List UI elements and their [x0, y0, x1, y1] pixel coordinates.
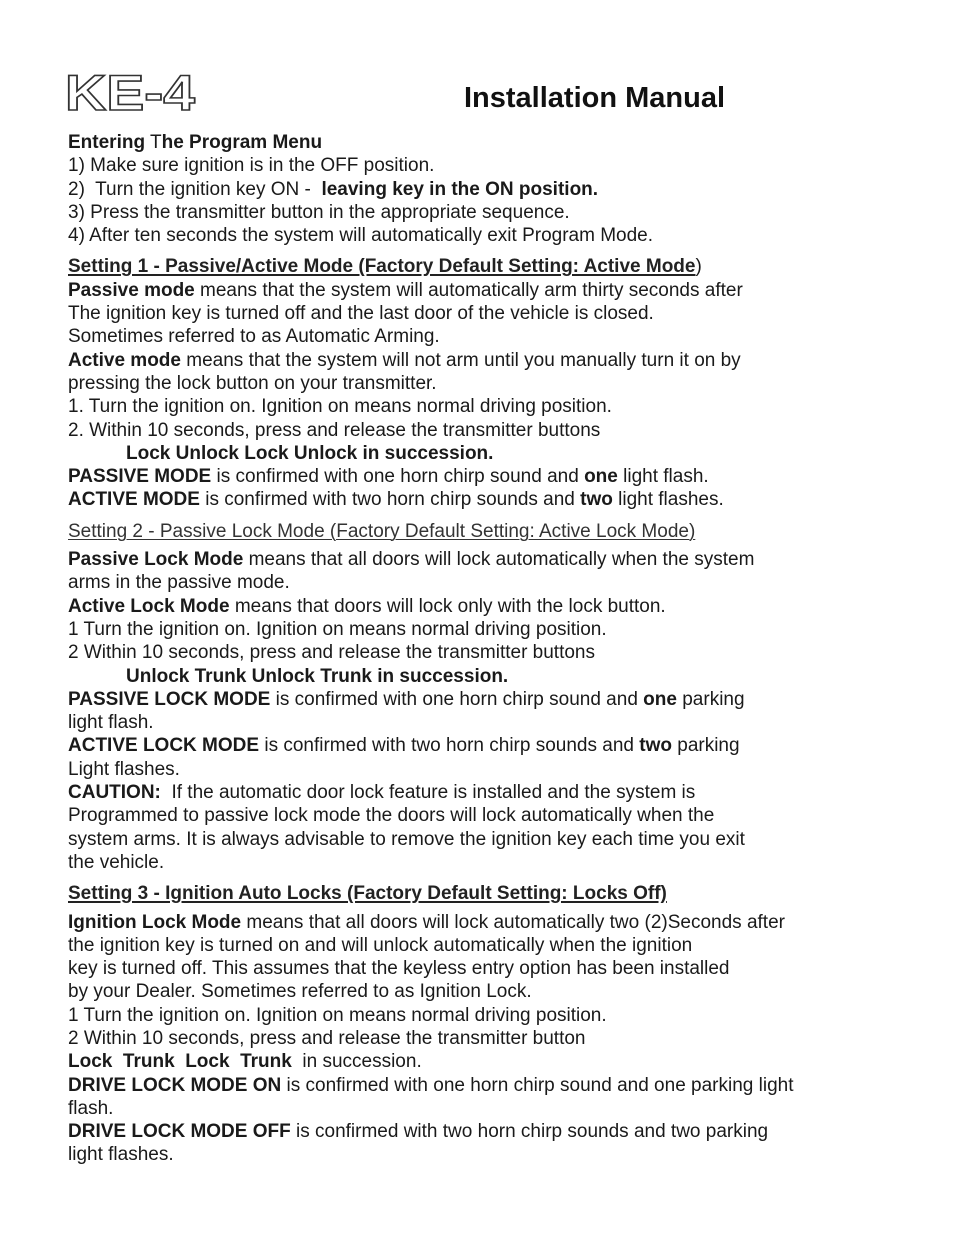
emphasis: two: [639, 735, 672, 757]
setting2-text-line: light flash.: [68, 712, 154, 734]
term: Ignition Lock Mode: [68, 911, 242, 933]
term: PASSIVE MODE: [68, 466, 212, 488]
heading-word: Entering: [68, 132, 146, 153]
term: Active Lock Mode: [68, 595, 230, 617]
setting1-sequence: Lock Unlock Lock Unlock in succession.: [126, 442, 494, 464]
setting1-passive-confirm: [68, 465, 888, 488]
emphasis: two: [580, 489, 613, 511]
text: means that the system will not arm until you manually turn it on by: [180, 349, 741, 371]
setting3-heading: [68, 882, 888, 905]
text: light flashes.: [612, 489, 724, 511]
setting1-heading-text: Setting 1 - Passive/Active Mode (Factory Default Setting: Active Mode: [68, 256, 696, 278]
setting1-active-confirm: [68, 488, 888, 511]
term: Passive Lock Mode: [68, 549, 244, 571]
setting2-active-line: [68, 595, 888, 618]
setting2-heading: [68, 520, 888, 543]
text: light flash.: [617, 466, 709, 488]
setting1-text-line: The ignition key is turned off and the last door of the vehicle is closed.: [68, 303, 654, 325]
setting2-active-confirm: [68, 734, 888, 757]
term: ACTIVE MODE: [68, 489, 200, 511]
setting1-passive-line: [68, 279, 888, 302]
setting1-text-line: pressing the lock button on your transmitter.: [68, 372, 437, 394]
drive-lock-off: [68, 1120, 888, 1143]
setting3-step-1: 1 Turn the ignition on. Ignition on means normal driving position.: [68, 1004, 607, 1026]
heading-letter: T: [150, 132, 162, 153]
setting3-step-2: 2 Within 10 seconds, press and release the transmitter button: [68, 1027, 586, 1049]
setting3-text-line: key is turned off. This assumes that the keyless entry option has been installed: [68, 958, 730, 980]
caution-text-line: system arms. It is always advisable to remove the ignition key each time you exit: [68, 828, 745, 850]
term: Active mode: [68, 349, 181, 371]
setting2-step-2: 2 Within 10 seconds, press and release the transmitter buttons: [68, 642, 595, 664]
text: is confirmed with one horn chirp sound and: [270, 688, 644, 710]
term: ACTIVE LOCK MODE: [68, 735, 260, 757]
text: If the automatic door lock feature is installed and the system is: [160, 782, 696, 804]
emphasis: one: [584, 466, 618, 488]
term: DRIVE LOCK MODE OFF: [68, 1121, 291, 1143]
sequence: Lock Trunk Lock Trunk: [68, 1051, 292, 1073]
setting3-sequence: [68, 1050, 888, 1073]
program-step-4: 4) After ten seconds the system will automatically exit Program Mode.: [68, 225, 654, 247]
setting3-text-line: by your Dealer. Sometimes referred to as Ignition Lock.: [68, 981, 532, 1003]
logo-text: KE-4: [65, 66, 196, 114]
text: in succession.: [291, 1051, 422, 1073]
setting1-text-line: Sometimes referred to as Automatic Arming.: [68, 326, 440, 348]
setting1-heading: [68, 255, 888, 278]
program-step-1: 1) Make sure ignition is in the OFF position.: [68, 155, 435, 177]
setting2-sequence: Unlock Trunk Unlock Trunk in succession.: [126, 665, 509, 687]
text: means that all doors will lock automatically when the system: [243, 549, 755, 571]
term: DRIVE LOCK MODE ON: [68, 1074, 282, 1096]
setting1-heading-close: ): [695, 256, 702, 278]
setting3-lock-line: [68, 911, 888, 934]
manual-content: [68, 131, 888, 1167]
emphasis: one: [643, 688, 677, 710]
program-step-2: [68, 178, 888, 201]
term: Passive mode: [68, 279, 195, 301]
text: is confirmed with one horn chirp sound and one parking light: [281, 1074, 794, 1096]
setting3-text-line: flash.: [68, 1097, 114, 1119]
program-step-3: 3) Press the transmitter button in the appropriate sequence.: [68, 201, 570, 223]
text: is confirmed with one horn chirp sound and: [211, 466, 585, 488]
text: parking: [676, 688, 745, 710]
caution-line: [68, 781, 888, 804]
setting2-text-line: arms in the passive mode.: [68, 572, 290, 594]
setting1-step-1: 1. Turn the ignition on. Ignition on means normal driving position.: [68, 396, 612, 418]
drive-lock-on: [68, 1074, 888, 1097]
text: means that doors will lock only with the lock button.: [229, 595, 666, 617]
setting2-text-line: Light flashes.: [68, 758, 180, 780]
setting1-step-2: 2. Within 10 seconds, press and release the transmitter buttons: [68, 419, 601, 441]
setting1-active-line: [68, 349, 888, 372]
text: parking: [671, 735, 740, 757]
program-menu-heading: [68, 131, 888, 154]
text: is confirmed with two horn chirp sounds and: [199, 489, 581, 511]
setting3-text-line: the ignition key is turned on and will unlock automatically when the ignition: [68, 934, 693, 956]
caution-text-line: Programmed to passive lock mode the doors will lock automatically when the: [68, 805, 715, 827]
setting2-heading-text: Setting 2 - Passive Lock Mode (Factory Default Setting: Active Lock Mode): [68, 520, 696, 542]
step-text: 2) Turn the ignition key ON -: [68, 178, 322, 200]
text: means that all doors will lock automatically two (2)Seconds after: [241, 911, 785, 933]
term: PASSIVE LOCK MODE: [68, 688, 271, 710]
caution-label: CAUTION:: [68, 782, 161, 804]
setting3-text-line: light flashes.: [68, 1144, 174, 1166]
setting2-passive-line: [68, 548, 888, 571]
page-title: Installation Manual: [464, 82, 726, 114]
text: is confirmed with two horn chirp sounds and two parking: [290, 1121, 769, 1143]
setting2-passive-confirm: [68, 688, 888, 711]
ke4-logo: [64, 66, 198, 114]
setting2-step-1: 1 Turn the ignition on. Ignition on means normal driving position.: [68, 618, 607, 640]
text: is confirmed with two horn chirp sounds and: [259, 735, 640, 757]
text: means that the system will automatically arm thirty seconds after: [194, 279, 743, 301]
caution-text-line: the vehicle.: [68, 851, 165, 873]
setting3-heading-text: Setting 3 - Ignition Auto Locks (Factory Default Setting: Locks Off): [68, 883, 667, 905]
heading-rest: he Program Menu: [161, 132, 323, 153]
step-emphasis: leaving key in the ON position.: [321, 178, 599, 200]
